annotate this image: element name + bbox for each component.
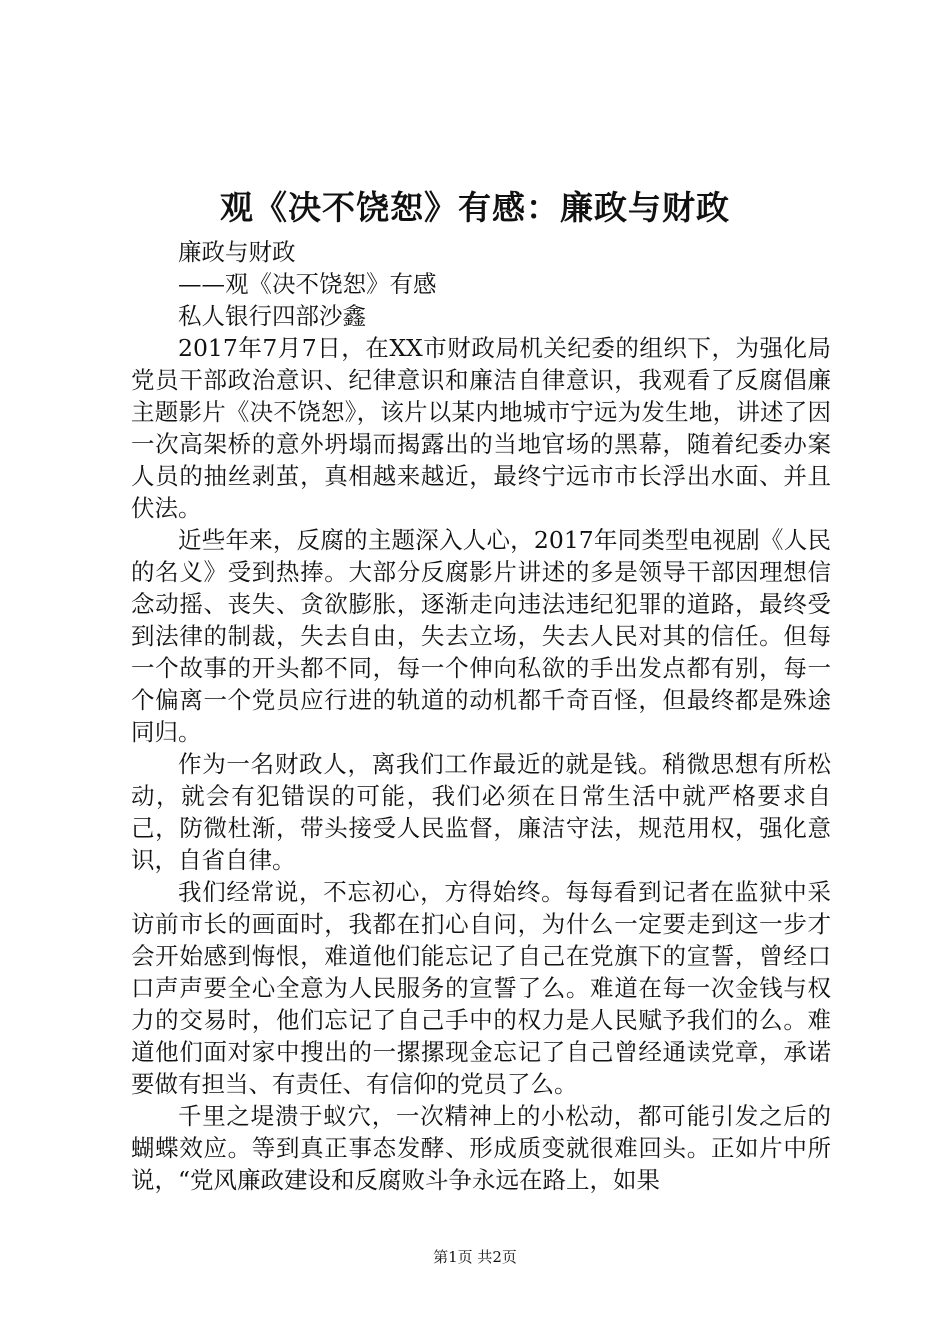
page-footer: 第1页 共2页	[433, 1248, 517, 1266]
paragraph: 千里之堤溃于蚁穴，一次精神上的小松动，都可能引发之后的蝴蝶效应。等到真正事态发酵、形成质变就很难回头。正如片中所说，“党风廉政建设和反腐败斗争永远在路上，如果	[131, 1102, 831, 1194]
paragraph: 我们经常说，不忘初心，方得始终。每每看到记者在监狱中采访前市长的画面时，我都在扪心自问，为什么一定要走到这一步才会开始感到悔恨，难道他们能忘记了自己在党旗下的宣誓，曾经口口声声要全心全意为人民服务的宣誓了么。难道在每一次金钱与权力的交易时，他们忘记了自己手中的权力是人民赋予我们的么。难道他们面对家中搜出的一摞摞现金忘记了自己曾经通读党章，承诺要做有担当、有责任、有信仰的党员了么。	[131, 878, 831, 1098]
document-body	[131, 236, 831, 1196]
subtitle-line: 廉政与财政	[178, 238, 296, 266]
subtitle-line: ——观《决不饶恕》有感	[178, 270, 437, 298]
paragraph: 作为一名财政人，离我们工作最近的就是钱。稍微思想有所松动，就会有犯错误的可能，我们必须在日常生活中就严格要求自己，防微杜渐，带头接受人民监督，廉洁守法，规范用权，强化意识，自省自律。	[131, 750, 831, 874]
paragraph: 近些年来，反腐的主题深入人心，2017年同类型电视剧《人民的名义》受到热捧。大部分反腐影片讲述的多是领导干部因理想信念动摇、丧失、贪欲膨胀，逐渐走向违法违纪犯罪的道路，最终受到法律的制裁，失去自由，失去立场，失去人民对其的信任。但每一个故事的开头都不同，每一个伸向私欲的手出发点都有别，每一个偏离一个党员应行进的轨道的动机都千奇百怪，但最终都是殊途同归。	[131, 526, 831, 746]
paragraph: 2017年7月7日，在XX市财政局机关纪委的组织下，为强化局党员干部政治意识、纪律意识和廉洁自律意识，我观看了反腐倡廉主题影片《决不饶恕》，该片以某内地城市宁远为发生地，讲述了因一次高架桥的意外坍塌而揭露出的当地官场的黑幕，随着纪委办案人员的抽丝剥茧，真相越来越近，最终宁远市市长浮出水面、并且伏法。	[131, 334, 831, 522]
document-title: 观《决不饶恕》有感：廉政与财政	[220, 188, 730, 227]
author-line: 私人银行四部沙鑫	[178, 302, 366, 330]
